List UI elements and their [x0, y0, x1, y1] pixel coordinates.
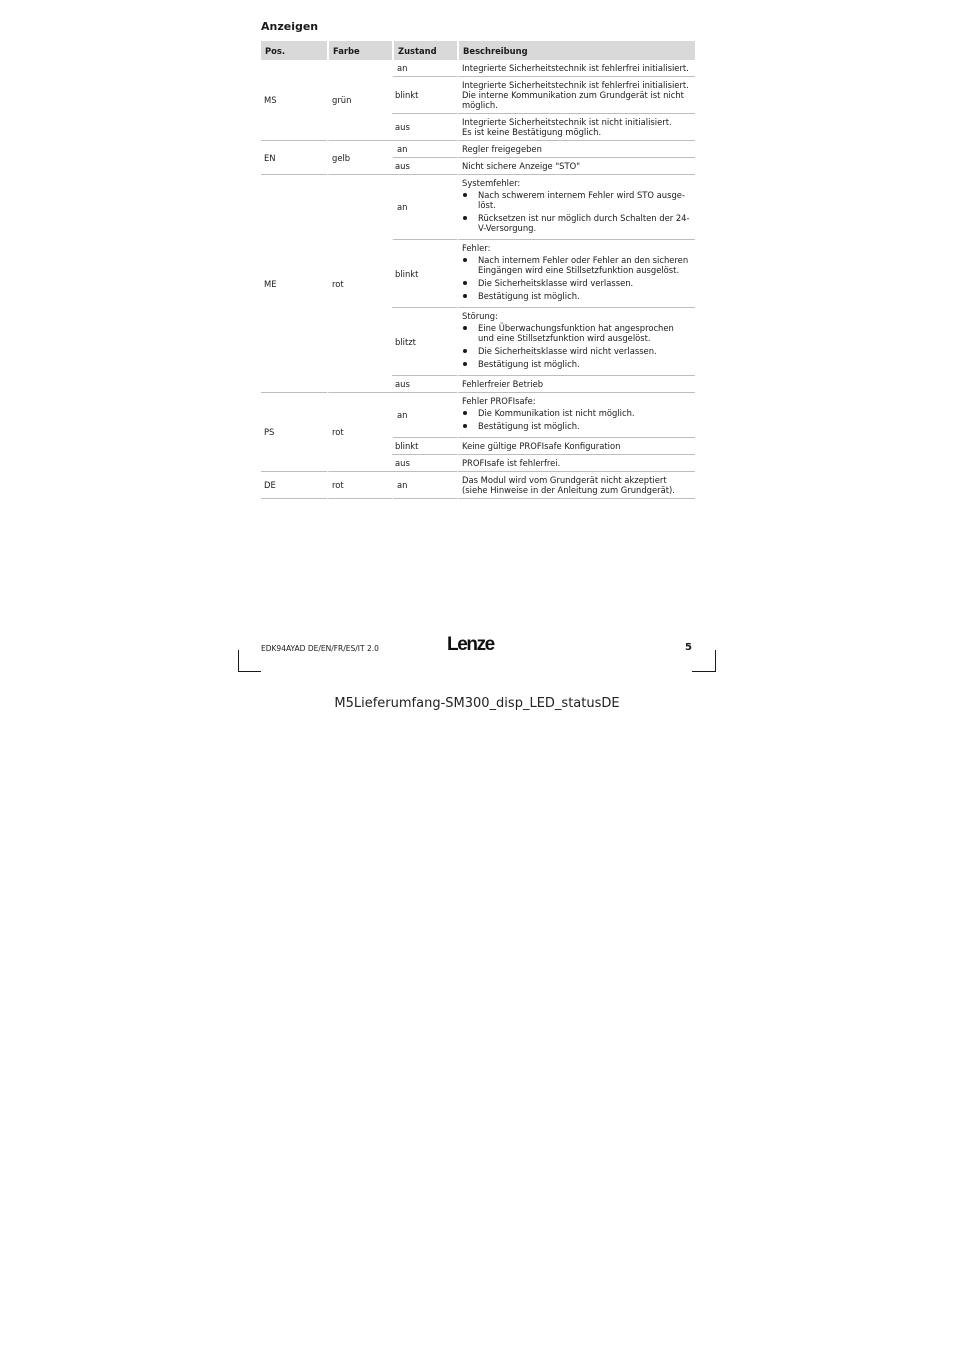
document-id: EDK94AYAD DE/EN/FR/ES/IT 2.0: [261, 644, 379, 653]
bullet-item: Die Sicherheitsklasse wird nicht verlassen.: [462, 346, 691, 356]
crop-mark-right-horizontal: [692, 671, 716, 672]
description-title: Fehler PROFIsafe:: [462, 396, 536, 406]
cell-description: [457, 455, 695, 472]
header-pos: Pos.: [261, 41, 327, 60]
description-line: PROFIsafe ist fehlerfrei.: [462, 458, 561, 468]
description-line: Integrierte Sicherheitstechnik ist fehlerfrei initialisiert.: [462, 80, 689, 90]
bullet-list: [462, 190, 691, 233]
cell-state: blinkt: [392, 240, 457, 308]
section-heading: Anzeigen: [261, 20, 319, 33]
bullet-item: Nach internem Fehler oder Fehler an den sicheren Eingängen wird eine Stillsetzfunktion ausgelöst.: [462, 255, 691, 275]
description-line: (siehe Hinweise in der Anleitung zum Grundgerät).: [462, 485, 675, 495]
page-number: 5: [685, 642, 692, 653]
description-line: Es ist keine Bestätigung möglich.: [462, 127, 602, 137]
cell-description: [457, 393, 695, 438]
led-status-table: [261, 41, 695, 499]
cell-description: [457, 114, 695, 141]
file-caption: M5Lieferumfang-SM300_disp_LED_statusDE: [334, 696, 620, 711]
description-line: Die interne Kommunikation zum Grundgerät ist nicht möglich.: [462, 90, 684, 110]
cell-description: [457, 240, 695, 308]
bullet-item: Die Kommunikation ist nicht möglich.: [462, 408, 691, 418]
cell-color: rot: [327, 393, 392, 472]
cell-description: [457, 175, 695, 240]
description-line: Regler freigegeben: [462, 144, 542, 154]
description-line: Integrierte Sicherheitstechnik ist fehlerfrei initialisiert.: [462, 63, 689, 73]
header-beschreibung: Beschreibung: [457, 41, 695, 60]
description-title: Störung:: [462, 311, 498, 321]
cell-state: aus: [392, 114, 457, 141]
description-line: Das Modul wird vom Grundgerät nicht akzeptiert: [462, 475, 667, 485]
cell-description: [457, 141, 695, 158]
cell-description: [457, 77, 695, 114]
cell-pos: DE: [261, 472, 327, 499]
cell-color: grün: [327, 60, 392, 141]
cell-description: [457, 308, 695, 376]
cell-description: [457, 376, 695, 393]
description-line: Fehlerfreier Betrieb: [462, 379, 544, 389]
bullet-list: [462, 255, 691, 301]
bullet-list: [462, 323, 691, 369]
description-line: Keine gültige PROFIsafe Konfiguration: [462, 441, 621, 451]
bullet-item: Die Sicherheitsklasse wird verlassen.: [462, 278, 691, 288]
cell-color: rot: [327, 175, 392, 393]
cell-state: an: [392, 175, 457, 240]
header-zustand: Zustand: [392, 41, 457, 60]
lenze-logo: Lenze: [447, 634, 494, 655]
cell-state: aus: [392, 455, 457, 472]
cell-pos: PS: [261, 393, 327, 472]
table-row: [261, 141, 695, 158]
header-farbe: Farbe: [327, 41, 392, 60]
description-title: Fehler:: [462, 243, 491, 253]
description-title: Systemfehler:: [462, 178, 521, 188]
cell-description: [457, 438, 695, 455]
bullet-item: Rücksetzen ist nur möglich durch Schalten der 24-V-Versorgung.: [462, 213, 691, 233]
cell-color: rot: [327, 472, 392, 499]
bullet-item: Bestätigung ist möglich.: [462, 359, 691, 369]
cell-description: [457, 60, 695, 77]
table-row: [261, 472, 695, 499]
bullet-item: Bestätigung ist möglich.: [462, 291, 691, 301]
cell-state: an: [392, 472, 457, 499]
cell-state: blinkt: [392, 438, 457, 455]
description-line: Nicht sichere Anzeige "STO": [462, 161, 581, 171]
table-header-row: [261, 41, 695, 60]
table-row: [261, 175, 695, 240]
crop-mark-left-horizontal: [238, 671, 261, 672]
cell-description: [457, 472, 695, 499]
table-row: [261, 393, 695, 438]
bullet-list: [462, 408, 691, 431]
table-body: [261, 60, 695, 499]
cell-state: aus: [392, 376, 457, 393]
cell-state: an: [392, 141, 457, 158]
table-row: [261, 60, 695, 77]
cell-color: gelb: [327, 141, 392, 175]
description-line: Integrierte Sicherheitstechnik ist nicht initialisiert.: [462, 117, 672, 127]
crop-mark-left-vertical: [238, 650, 239, 672]
cell-state: aus: [392, 158, 457, 175]
cell-state: blinkt: [392, 77, 457, 114]
bullet-item: Nach schwerem internem Fehler wird STO ausge-löst.: [462, 190, 691, 210]
bullet-item: Bestätigung ist möglich.: [462, 421, 691, 431]
cell-state: an: [392, 60, 457, 77]
crop-mark-right-vertical: [715, 650, 716, 672]
cell-pos: ME: [261, 175, 327, 393]
cell-state: an: [392, 393, 457, 438]
cell-state: blitzt: [392, 308, 457, 376]
cell-description: [457, 158, 695, 175]
bullet-item: Eine Überwachungsfunktion hat angesprochen und eine Stillsetzfunktion wird ausgelöst.: [462, 323, 691, 343]
cell-pos: EN: [261, 141, 327, 175]
cell-pos: MS: [261, 60, 327, 141]
